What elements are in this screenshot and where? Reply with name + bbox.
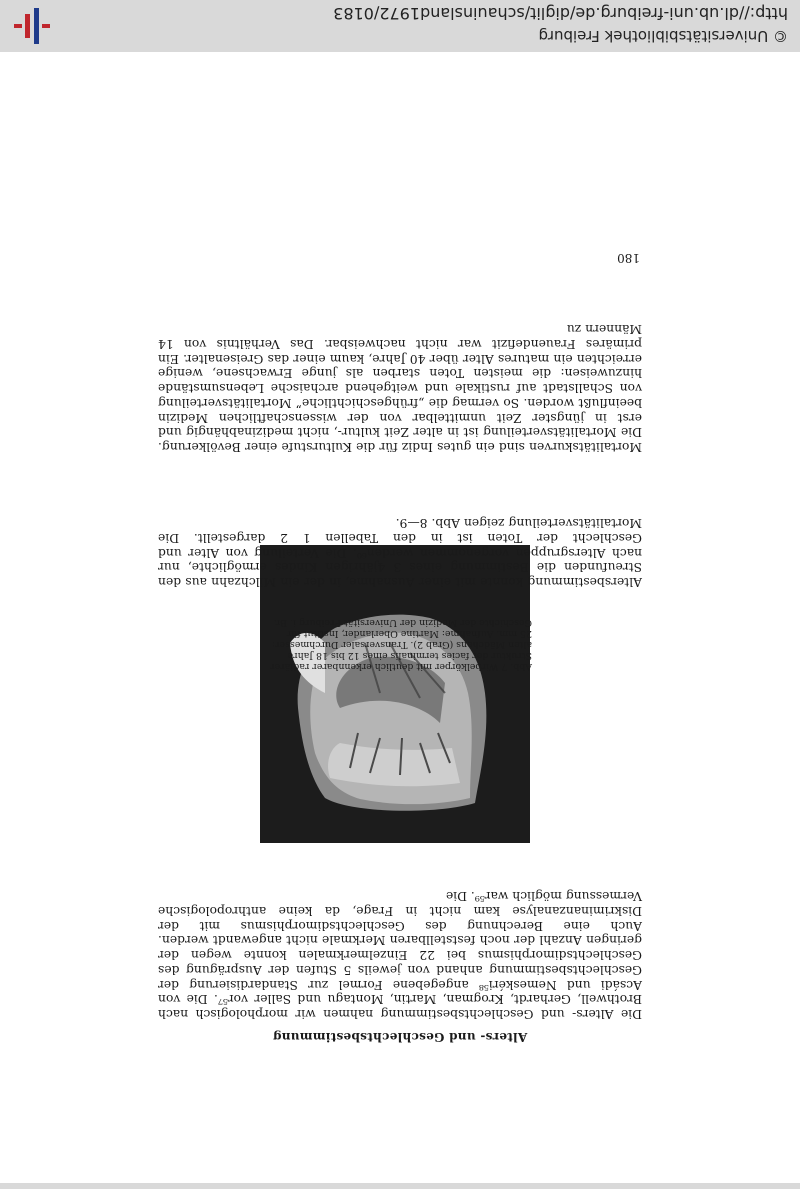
document-url-link[interactable]: http://dl.ub.uni-freiburg.de/diglit/schauinsland1972/0183 — [333, 4, 788, 23]
ub-freiburg-logo-icon[interactable] — [12, 6, 52, 46]
paragraph-sex-determination: Die Alters- und Geschlechtsbestimmung nahmen wir morphologisch nach Brothwell, Gerhardt, Krogman, Martin, Montagu und Saller vor⁵⁷. Die von Acsádi und Nemeskéri⁵⁸ angegebene Formel zur Standardisierung der Geschlechtsbestimmung anhand von jeweils 5 Stufen der Ausprägung des Geschlechtsdimorphismus bei 22 Einzelmerkmalen konnte wegen der geringen Anzahl der noch feststellbaren Merkmale nicht angewandt werden. Auch eine Berechnung des Geschlechtsdimorphismus mit der Diskriminanzanalyse kam nicht in Frage, da keine anthropologische Vermessung möglich war⁵⁹. Die — [158, 889, 642, 1021]
section-heading: Alters- und Geschlechtsbestimmung — [272, 1030, 528, 1044]
figure-vertebra-photo — [260, 545, 530, 843]
viewer-bottom-strip — [0, 1183, 800, 1189]
copyright-text: © Universitätsbibliothek Freiburg — [538, 27, 788, 45]
viewer-top-bar — [0, 0, 800, 52]
paragraph-mortality: Mortalitätskurven sind ein gutes Indiz für die Kulturstufe einer Bevölkerung. Die Mortalitätsverteilung ist in alter Zeit kultur-, nicht medizinabhängig und erst in jüngster Zeit unmittelbar von der wissenschaftlichen Medizin beeinflußt worden. So vermag die „frühgeschichtliche” Mortalitätsverteilung von Schallstadt auf rustikale und weitgehend archaische Lebensumstände hinzuweisen: die meisten Toten starben als junge Erwachsene, wenige erreichten ein matures Alter über 40 Jahre, kaum einer das Greisenalter. Ein primäres Frauendefizit war nicht nachweisbar. Das Verhältnis von 14 Männern zu — [158, 322, 642, 454]
paragraph-age-determination: Altersbestimmung konnte mit einer Ausnahme, in der ein Milchzahn aus den Streufunden die Bestimmung eines 3 4jährigen Kindes ermöglichte, nur nach Altersgruppen vorgenommen werden⁶⁰. Die Verteilung von Alter und Geschlecht der Toten ist in den Tabellen 1 2 dargestellt. Die Mortalitätsverteilung zeigen Abb. 8—9. — [158, 516, 642, 589]
vertebra-image — [260, 545, 530, 843]
figure-caption: Abb. 7 Wirbelkörper mit deutlich erkennbarer radiärer Struktur der facies terminalis eines 12 bis 18 Jahre alten Mädchens (Grab 2). Transversaler Durchmesser: 25 mm. Aufnahme: Martine Oberlander, Institut für Geschichte der Medizin der Universität Freiburg i. Br. — [270, 617, 532, 672]
page-number: 180 — [617, 251, 640, 265]
